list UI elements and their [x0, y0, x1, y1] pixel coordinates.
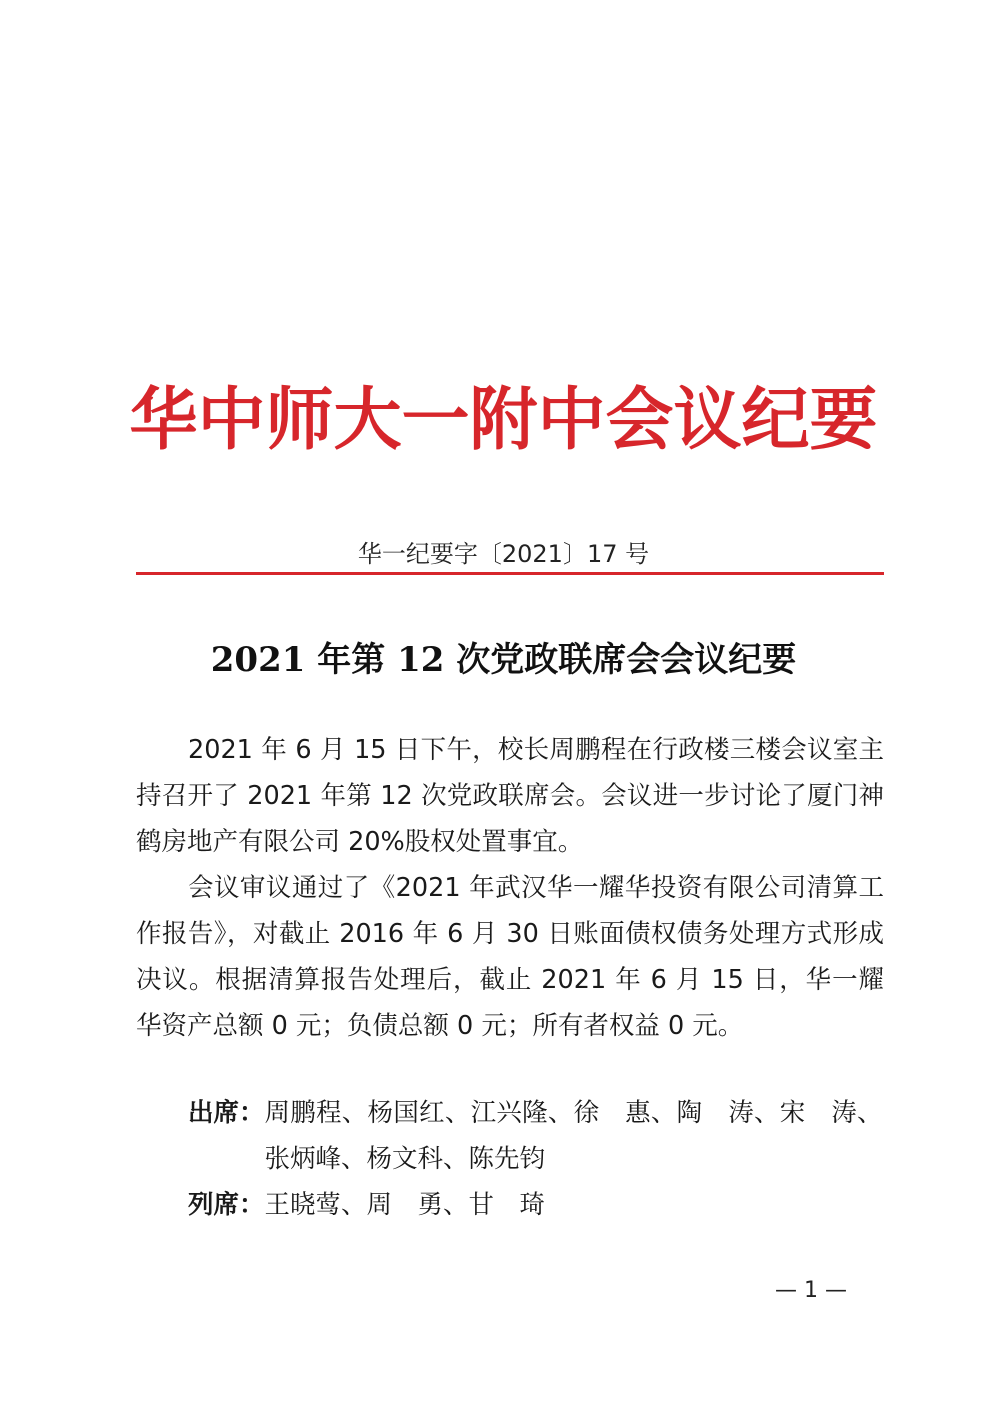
- document-number: 华一纪要字〔2021〕17 号: [357, 540, 650, 568]
- attendance-present-label: 出席：: [188, 1098, 265, 1128]
- red-divider-line: [136, 572, 884, 575]
- attendance-observers-names: 王晓莺、周 勇、甘 琦: [264, 1190, 546, 1220]
- document-body: [136, 727, 884, 1049]
- body-paragraph-2: 会议审议通过了《2021 年武汉华一耀华投资有限公司清算工作报告》，对截止 2016 年 6 月 30 日账面债权债务处理方式形成决议。根据清算报告处理后，截止 2021 年 6 月 15 日，华一耀华资产总额 0 元；负债总额 0 元；所有者权益 0 元。: [136, 873, 884, 1041]
- masthead-title: 华中师大一附中会议纪要: [129, 380, 878, 460]
- page-number: — 1 —: [775, 1278, 847, 1303]
- attendance-observers-label: 列席：: [188, 1190, 265, 1220]
- attendance-present-names: 周鹏程、杨国红、江兴隆、徐 惠、陶 涛、宋 涛、张炳峰、杨文科、陈先钧: [264, 1098, 883, 1174]
- attendance-observers-row: [188, 1182, 888, 1228]
- body-paragraph-1: 2021 年 6 月 15 日下午，校长周鹏程在行政楼三楼会议室主持召开了 2021 年第 12 次党政联席会。会议进一步讨论了厦门神鹤房地产有限公司 20%股权处置事宜。: [136, 735, 884, 857]
- document-title: 2021 年第 12 次党政联席会会议纪要: [210, 640, 797, 680]
- attendance-section: [188, 1090, 888, 1228]
- attendance-present-row: [188, 1090, 888, 1182]
